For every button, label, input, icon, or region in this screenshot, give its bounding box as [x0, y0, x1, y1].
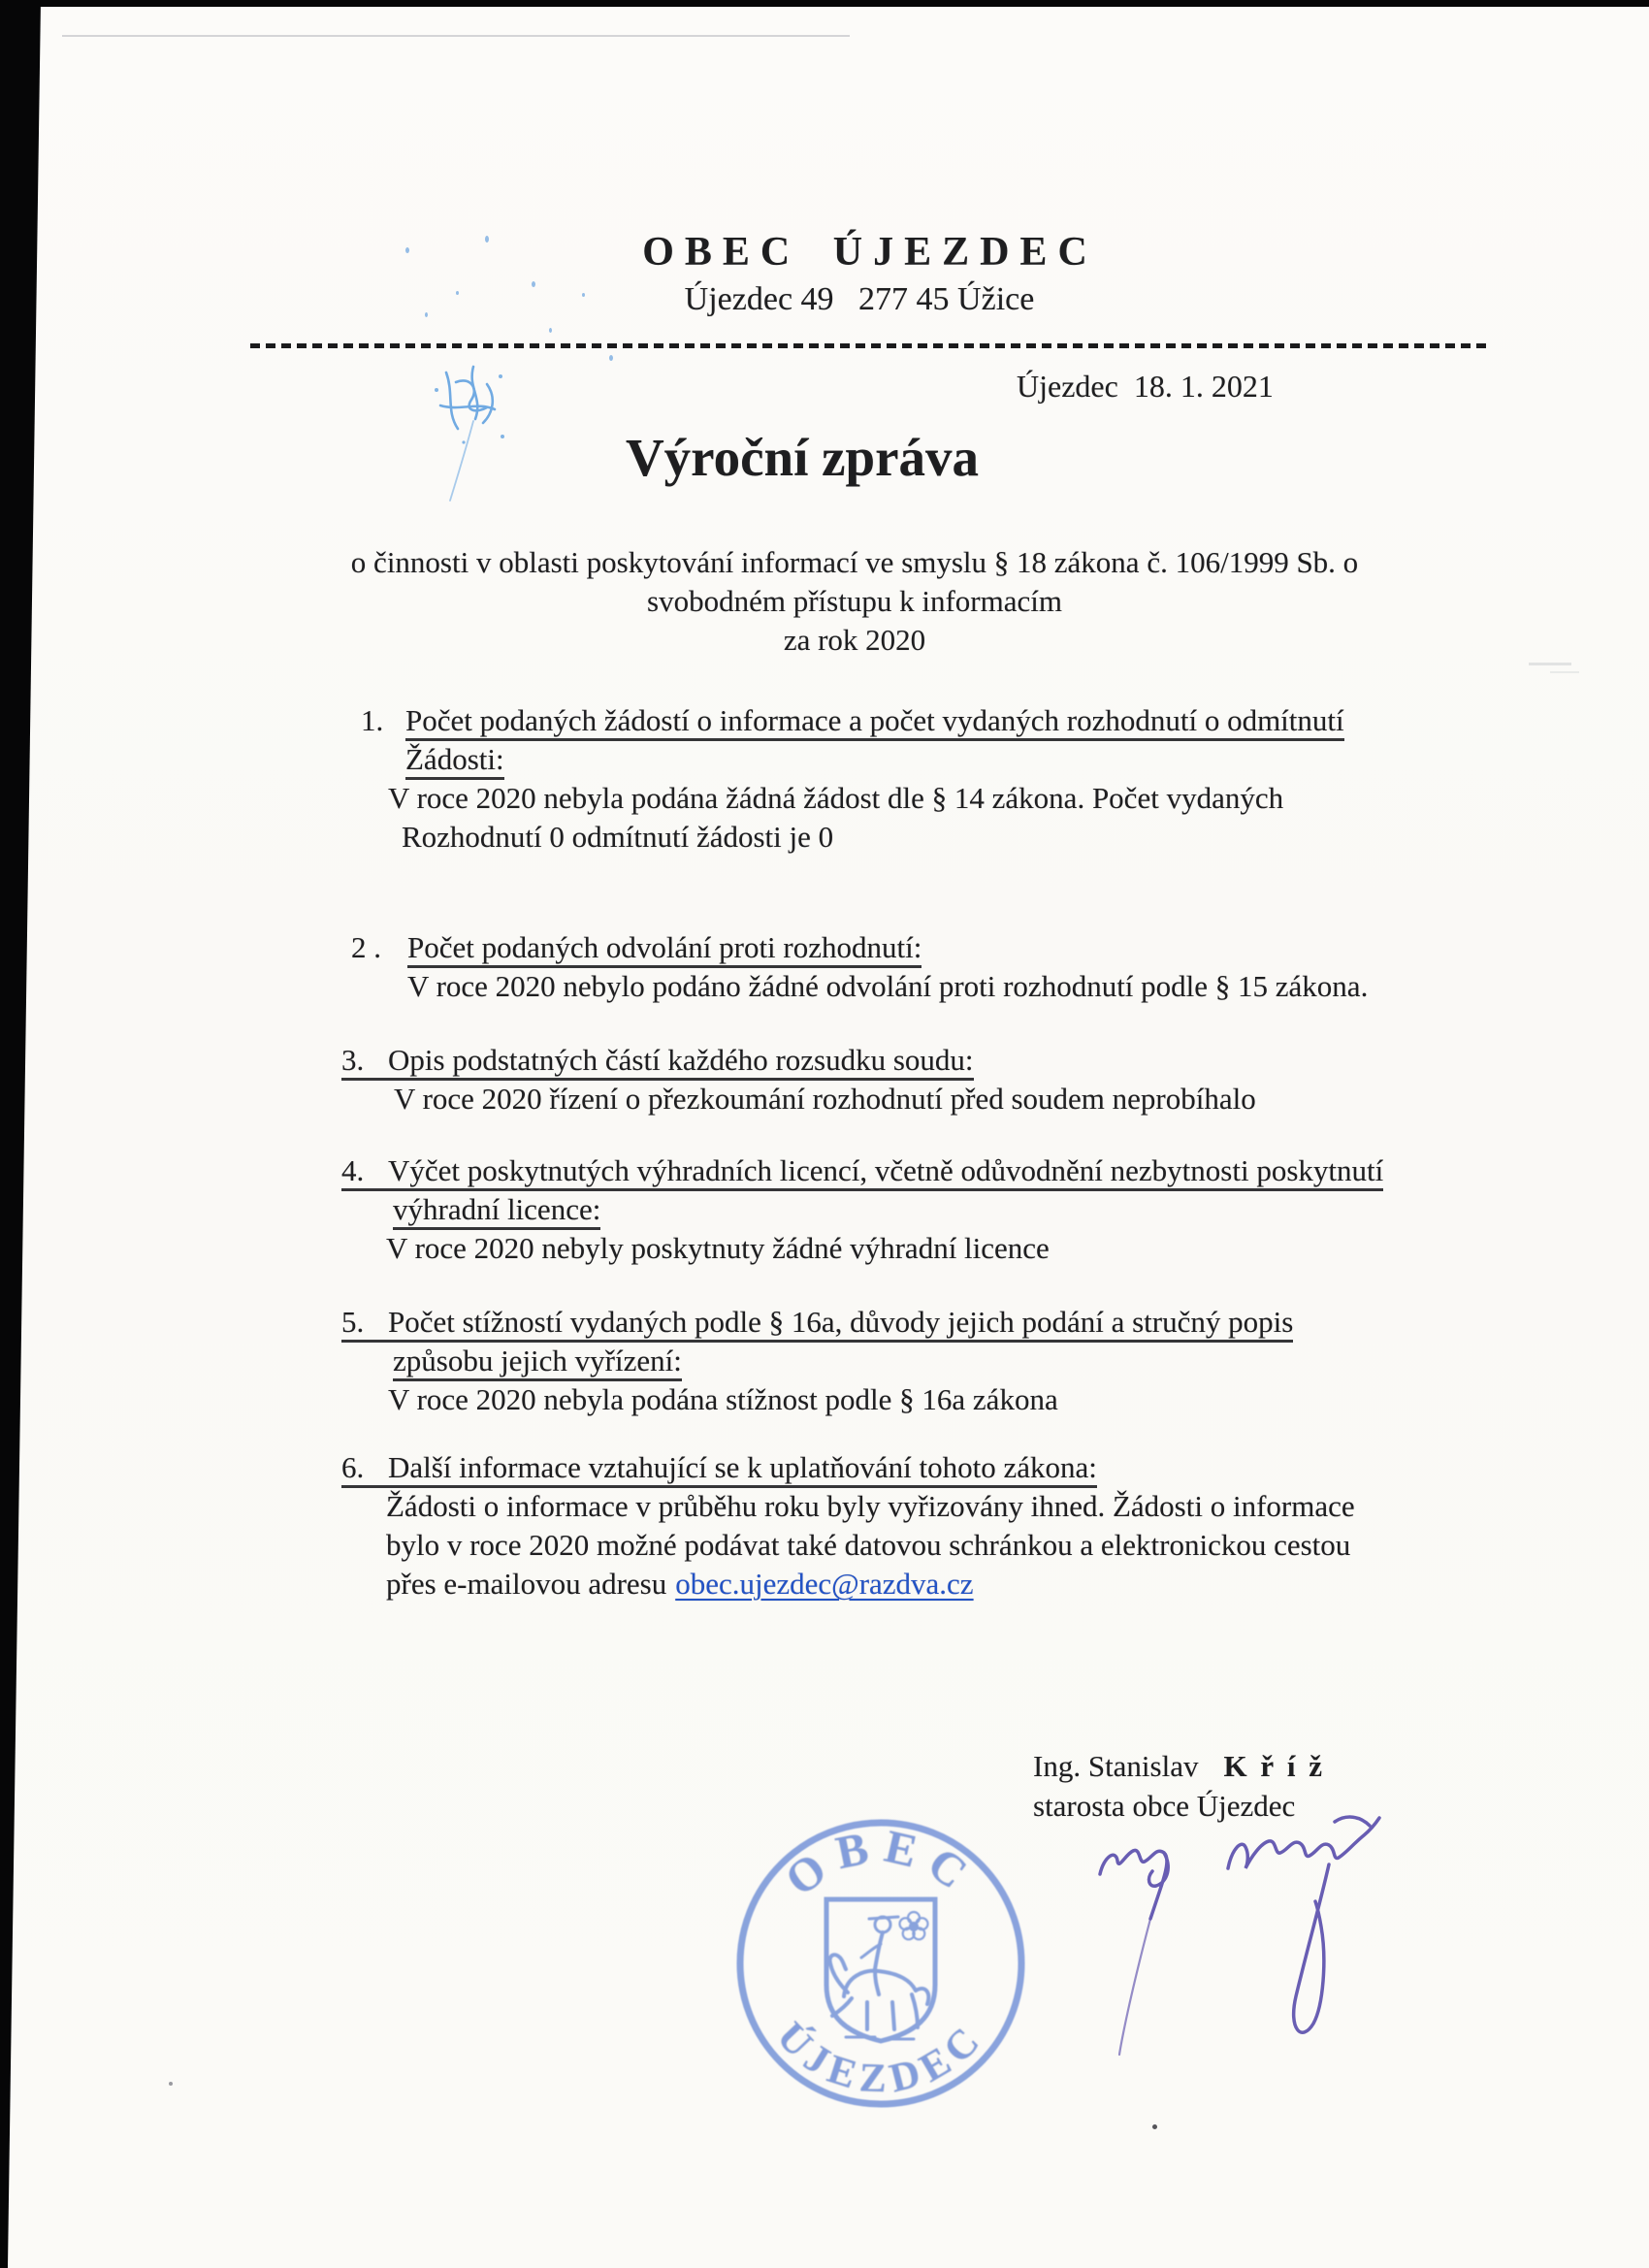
- item-heading: [405, 740, 1344, 779]
- stamp-top-text: OBEC: [776, 1820, 986, 1906]
- signatory-role: starosta obce Újezdec: [1033, 1789, 1296, 1823]
- scan-artifact: [1550, 671, 1579, 673]
- item-heading-text: Žádosti:: [405, 742, 504, 780]
- ink-fleck: [549, 328, 552, 333]
- list-item-1: [361, 701, 1344, 857]
- item-heading: [393, 1190, 1383, 1229]
- list-item-2: [351, 928, 1368, 1006]
- item-heading-text: Počet podaných odvolání proti rozhodnutí:: [407, 930, 922, 968]
- item-number: 3.: [341, 1043, 365, 1077]
- signatory-name-regular: Ing. Stanislav: [1033, 1749, 1199, 1783]
- item-body: V roce 2020 nebyla podána žádná žádost dle § 14 zákona. Počet vydaných: [388, 781, 1284, 815]
- subtitle-line: o činnosti v oblasti poskytování informací ve smyslu § 18 zákona č. 106/1999 Sb. o: [350, 545, 1359, 579]
- ink-fleck: [425, 312, 428, 317]
- ink-fleck: [609, 355, 613, 361]
- org-address: Újezdec 49 277 45 Úžice: [684, 281, 1035, 317]
- item-number: 2 .: [351, 930, 381, 964]
- subtitle-line: za rok 2020: [783, 623, 926, 657]
- item-heading: [341, 1041, 1256, 1080]
- page-title: Výroční zpráva: [625, 428, 980, 487]
- item-heading: [341, 1303, 1293, 1342]
- ink-fleck: [456, 291, 459, 295]
- item-heading-text: Další informace vztahující se k uplatňování tohoto zákona:: [388, 1450, 1097, 1484]
- stamp-bottom-text: ÚJEZDEC: [767, 2014, 994, 2102]
- item-heading-text: Počet stížností vydaných podle § 16a, důvody jejich podání a stručný popis: [388, 1305, 1294, 1339]
- item-body: V roce 2020 nebylo podáno žádné odvolání proti rozhodnutí podle § 15 zákona.: [407, 969, 1369, 1003]
- signatory-surname: K ř í ž: [1223, 1749, 1325, 1783]
- scan-speck: [1152, 2124, 1157, 2129]
- scan-edge-top: [0, 0, 1649, 7]
- list-item-3: [341, 1041, 1256, 1118]
- scan-artifact: [62, 35, 850, 37]
- svg-text:OBEC: [776, 1821, 986, 1906]
- item-heading-text: výhradní licence:: [393, 1192, 600, 1230]
- signatory-name: [1033, 1746, 1325, 1786]
- item-body: V roce 2020 nebyly poskytnuty žádné výhradní licence: [386, 1231, 1050, 1265]
- item-number: 4.: [341, 1153, 365, 1187]
- item-heading: [393, 1342, 1293, 1380]
- item-body: Žádosti o informace v průběhu roku byly vyřizovány ihned. Žádosti o informace: [386, 1489, 1355, 1523]
- item-body: Rozhodnutí 0 odmítnutí žádosti je 0: [402, 820, 834, 854]
- ink-fleck: [582, 293, 585, 297]
- scan-edge-left: [0, 0, 41, 2268]
- subtitle: [351, 543, 1358, 660]
- item-body: bylo v roce 2020 možné podávat také datovou schránkou a elektronickou cestou: [386, 1528, 1351, 1562]
- svg-text:ÚJEZDEC: [768, 2014, 993, 2102]
- email-link[interactable]: obec.ujezdec@razdva.cz: [675, 1567, 974, 1601]
- item-heading-text: způsobu jejich vyřízení:: [393, 1344, 682, 1381]
- item-heading: [341, 1448, 1355, 1487]
- stamp-rose-icon: [900, 1912, 928, 1939]
- handwritten-signature: [1084, 1810, 1385, 2074]
- item-body: V roce 2020 nebyla podána stížnost podle § 16a zákona: [388, 1382, 1058, 1416]
- ink-smudge-icon: [419, 355, 535, 510]
- list-item-6: [341, 1448, 1355, 1604]
- item-heading-text: Opis podstatných částí každého rozsudku soudu:: [388, 1043, 974, 1077]
- subtitle-line: svobodném přístupu k informacím: [647, 584, 1062, 618]
- email-line-prefix: přes e-mailovou adresu: [386, 1567, 667, 1601]
- item-body: V roce 2020 řízení o přezkoumání rozhodnutí před soudem neprobíhalo: [394, 1082, 1256, 1116]
- item-heading-text: Počet podaných žádostí o informace a počet vydaných rozhodnutí o odmítnutí: [405, 703, 1344, 741]
- scan-speck: [169, 2082, 173, 2086]
- ink-fleck: [532, 281, 535, 287]
- item-heading: [351, 928, 1368, 967]
- separator-line: [250, 343, 1486, 348]
- item-body: [386, 1565, 1355, 1604]
- dateline: Újezdec 18. 1. 2021: [1017, 369, 1274, 404]
- ink-fleck: [405, 247, 409, 253]
- list-item-5: [341, 1303, 1293, 1419]
- list-item-4: [341, 1151, 1383, 1268]
- ink-fleck: [485, 236, 489, 243]
- item-number: 6.: [341, 1450, 365, 1484]
- item-number: 5.: [341, 1305, 365, 1339]
- scan-artifact: [1529, 663, 1571, 665]
- official-stamp: [729, 1812, 1032, 2115]
- item-heading: [341, 1151, 1383, 1190]
- org-name: OBEC ÚJEZDEC: [642, 230, 1098, 275]
- item-number: 1.: [361, 703, 384, 737]
- item-heading-text: Výčet poskytnutých výhradních licencí, včetně odůvodnění nezbytnosti poskytnutí: [388, 1153, 1384, 1187]
- item-heading: [361, 701, 1344, 740]
